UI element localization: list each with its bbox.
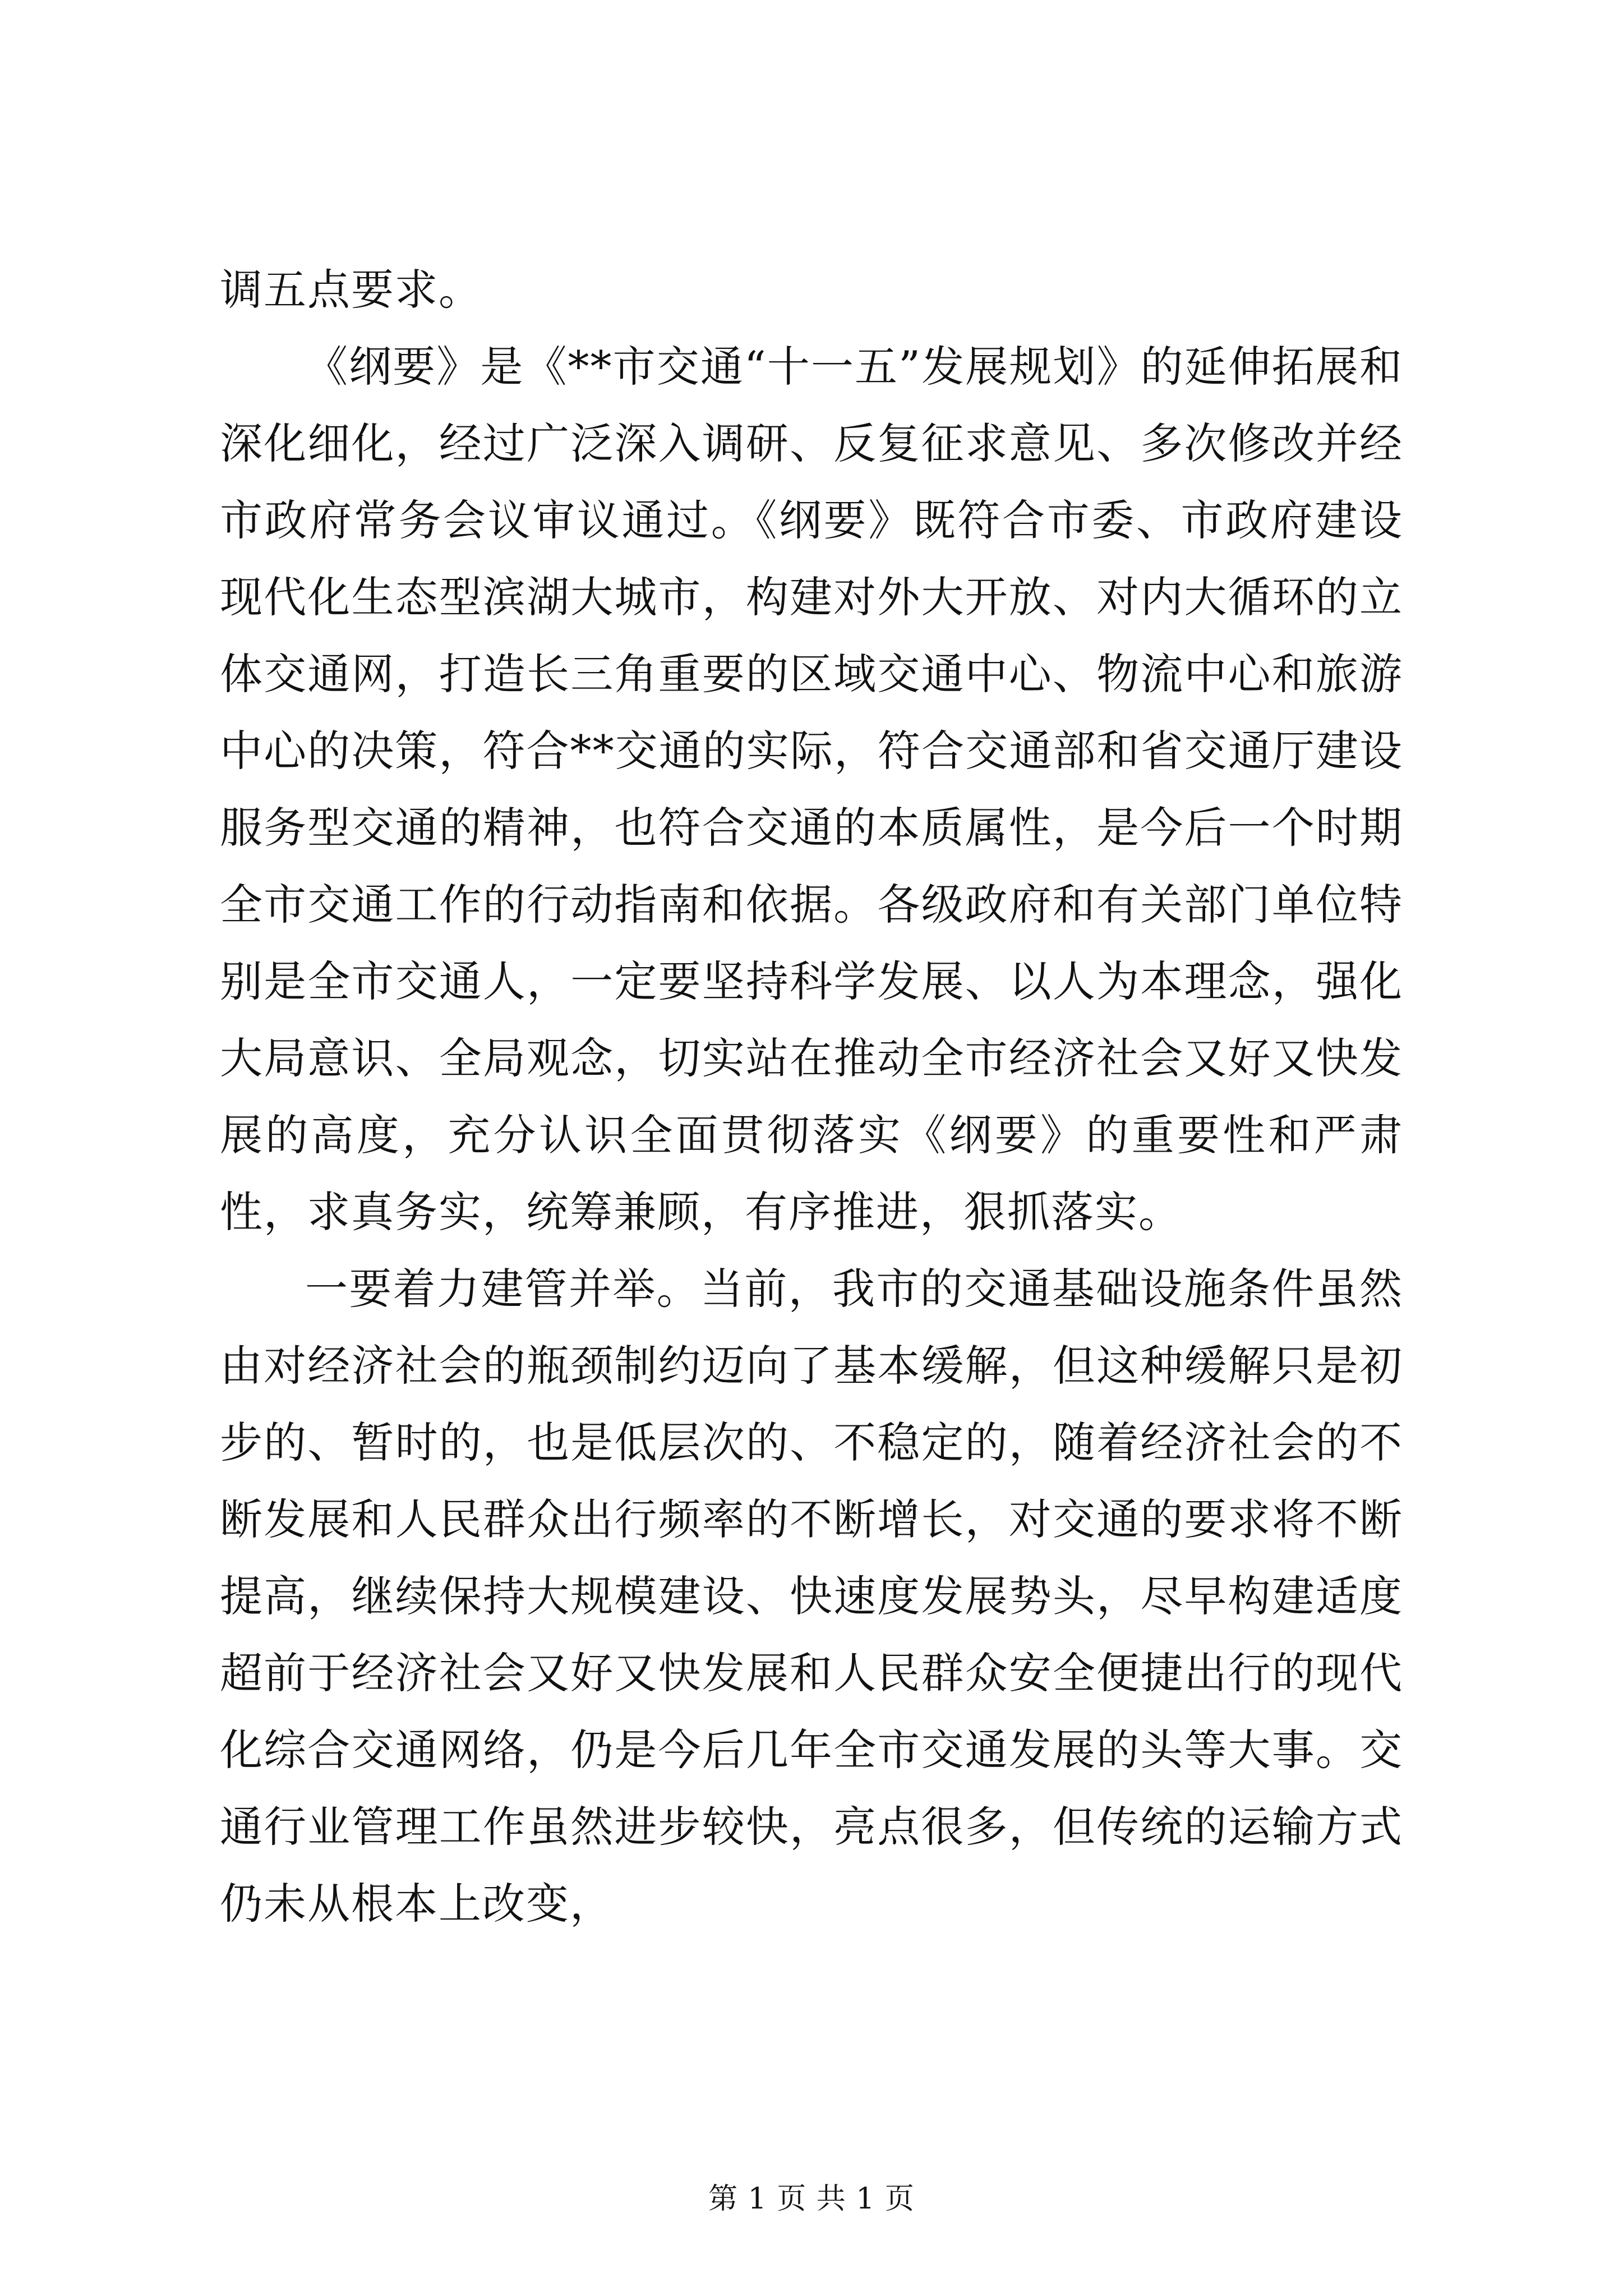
page-number-text: 第 1 页 共 1 页 xyxy=(708,2182,915,2216)
page-footer xyxy=(0,2181,1623,2217)
paragraph-continuation: 调五点要求。 xyxy=(220,265,482,315)
paragraph-gangyao: 《纲要》是《**市交通“十一五”发展规划》的延伸拓展和深化细化，经过广泛深入调研、反复征求意见、多次修改并经市政府常务会议审议通过。《纲要》既符合市委、市政府建设现代化生态型滨湖大城市，构建对外大开放、对内大循环的立体交通网，打造长三角重要的区域交通中心、物流中心和旅游中心的决策，符合**交通的实际，符合交通部和省交通厅建设服务型交通的精神，也符合交通的本质属性，是今后一个时期全市交通工作的行动指南和依据。各级政府和有关部门单位特别是全市交通人，一定要坚持科学发展、以人为本理念，强化大局意识、全局观念，切实站在推动全市经济社会又好又快发展的高度，充分认识全面贯彻落实《纲要》的重要性和严肃性，求真务实，统筹兼顾，有序推进，狠抓落实。 xyxy=(220,342,1403,1237)
paragraph-jianguan-bingju: 一要着力建管并举。当前，我市的交通基础设施条件虽然由对经济社会的瓶颈制约迈向了基本缓解，但这种缓解只是初步的、暂时的，也是低层次的、不稳定的，随着经济社会的不断发展和人民群众出行频率的不断增长，对交通的要求将不断提高，继续保持大规模建设、快速度发展势头，尽早构建适度超前于经济社会又好又快发展和人民群众安全便捷出行的现代化综合交通网络，仍是今后几年全市交通发展的头等大事。交通行业管理工作虽然进步较快，亮点很多，但传统的运输方式仍未从根本上改变， xyxy=(220,1264,1403,1929)
document-body xyxy=(220,251,1403,1942)
